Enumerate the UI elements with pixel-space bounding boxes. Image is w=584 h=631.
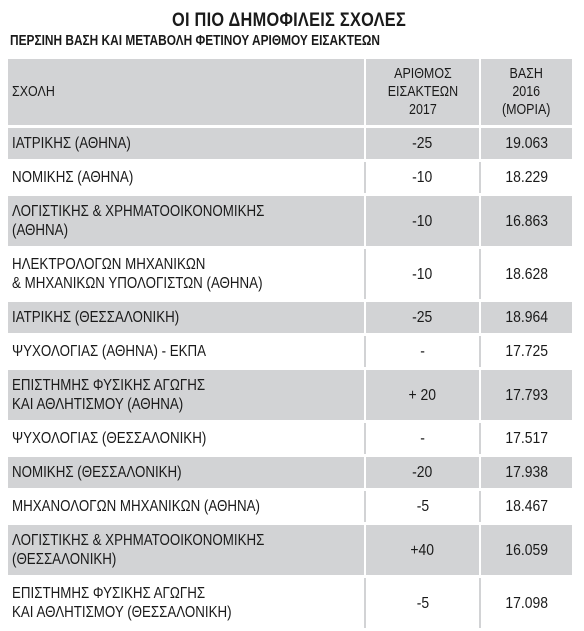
base-value: 17.725 xyxy=(505,343,548,360)
base-value: 18.467 xyxy=(505,498,548,515)
base-cell xyxy=(481,249,572,299)
admitted-change-value: -25 xyxy=(412,135,433,152)
admitted-change-value: + 20 xyxy=(408,386,437,404)
table-row xyxy=(8,128,572,159)
table-row xyxy=(8,249,572,299)
school-name: ΝΟΜΙΚΗΣ (ΑΘΗΝΑ) xyxy=(12,169,134,186)
table-row xyxy=(8,491,572,522)
table-row xyxy=(8,162,572,193)
school-name: ΨΥΧΟΛΟΓΙΑΣ (ΑΘΗΝΑ) - ΕΚΠΑ xyxy=(12,343,207,360)
school-cell xyxy=(8,249,364,299)
base-cell xyxy=(481,370,572,420)
table-row xyxy=(8,336,572,367)
admitted-change-cell xyxy=(364,370,481,420)
base-cell xyxy=(481,336,572,367)
base-cell xyxy=(481,302,572,333)
admitted-change-value: - xyxy=(420,343,425,360)
base-value: 18.964 xyxy=(505,309,548,326)
school-cell xyxy=(8,457,364,488)
school-name: ΛΟΓΙΣΤΙΚΗΣ & ΧΡΗΜΑΤΟΟΙΚΟΝΟΜΙΚΗΣ (ΘΕΣΣΑΛΟΝΙΚΗ) xyxy=(12,532,265,568)
admitted-change-value: -5 xyxy=(416,498,429,515)
table-row xyxy=(8,370,572,420)
admitted-change-value: -20 xyxy=(412,464,433,481)
admitted-change-value: -25 xyxy=(412,309,433,326)
school-name: ΜΗΧΑΝΟΛΟΓΩΝ ΜΗΧΑΝΙΚΩΝ (ΑΘΗΝΑ) xyxy=(12,498,260,515)
header-admitted-change-label: ΑΡΙΘΜΟΣ ΕΙΣΑΚΤΕΩΝ 2017 xyxy=(387,66,458,118)
table-row xyxy=(8,423,572,454)
admitted-change-cell xyxy=(364,457,481,488)
base-value: 18.628 xyxy=(505,265,548,283)
school-name: ΨΥΧΟΛΟΓΙΑΣ (ΘΕΣΣΑΛΟΝΙΚΗ) xyxy=(12,430,207,447)
base-cell xyxy=(481,457,572,488)
infographic-title: ΟΙ ΠΙΟ ΔΗΜΟΦΙΛΕΙΣ ΣΧΟΛΕΣ xyxy=(171,10,407,31)
school-cell xyxy=(8,128,364,159)
admitted-change-cell xyxy=(364,128,481,159)
base-value: 17.938 xyxy=(505,464,548,481)
school-cell xyxy=(8,423,364,454)
base-cell xyxy=(481,128,572,159)
school-cell xyxy=(8,196,364,246)
admitted-change-value: +40 xyxy=(410,541,435,559)
base-value: 17.793 xyxy=(505,386,548,404)
school-cell xyxy=(8,302,364,333)
base-value: 18.229 xyxy=(505,169,548,186)
base-cell xyxy=(481,491,572,522)
school-name: ΛΟΓΙΣΤΙΚΗΣ & ΧΡΗΜΑΤΟΟΙΚΟΝΟΜΙΚΗΣ (ΑΘΗΝΑ) xyxy=(12,203,265,239)
header-base-label: ΒΑΣΗ 2016 (ΜΟΡΙΑ) xyxy=(502,66,551,118)
admitted-change-cell xyxy=(364,423,481,454)
school-name: ΙΑΤΡΙΚΗΣ (ΑΘΗΝΑ) xyxy=(12,135,131,152)
table-row xyxy=(8,302,572,333)
base-cell xyxy=(481,162,572,193)
admitted-change-cell xyxy=(364,578,481,628)
infographic-subtitle: ΠΕΡΣΙΝΗ ΒΑΣΗ ΚΑΙ ΜΕΤΑΒΟΛΗ ΦΕΤΙΝΟΥ ΑΡΙΘΜΟΥ ΕΙΣΑΚΤΕΩΝ xyxy=(10,33,381,49)
header-school-label: ΣΧΟΛΗ xyxy=(12,84,55,100)
school-name: ΗΛΕΚΤΡΟΛΟΓΩΝ ΜΗΧΑΝΙΚΩΝ & ΜΗΧΑΝΙΚΩΝ ΥΠΟΛΟΓΙΣΤΩΝ (ΑΘΗΝΑ) xyxy=(12,256,263,292)
header-admitted-change xyxy=(364,59,481,125)
admitted-change-value: -5 xyxy=(416,594,429,612)
admitted-change-value: - xyxy=(420,430,425,447)
school-cell xyxy=(8,370,364,420)
school-name: ΕΠΙΣΤΗΜΗΣ ΦΥΣΙΚΗΣ ΑΓΩΓΗΣ ΚΑΙ ΑΘΛΗΤΙΣΜΟΥ (ΘΕΣΣΑΛΟΝΙΚΗ) xyxy=(12,585,232,621)
admitted-change-cell xyxy=(364,196,481,246)
school-name: ΝΟΜΙΚΗΣ (ΘΕΣΣΑΛΟΝΙΚΗ) xyxy=(12,464,182,481)
table-row xyxy=(8,196,572,246)
schools-table xyxy=(8,56,572,631)
admitted-change-value: -10 xyxy=(412,169,433,186)
school-name: ΕΠΙΣΤΗΜΗΣ ΦΥΣΙΚΗΣ ΑΓΩΓΗΣ ΚΑΙ ΑΘΛΗΤΙΣΜΟΥ (ΑΘΗΝΑ) xyxy=(12,377,206,413)
admitted-change-cell xyxy=(364,302,481,333)
base-cell xyxy=(481,578,572,628)
school-cell xyxy=(8,162,364,193)
admitted-change-value: -10 xyxy=(412,212,433,230)
admitted-change-cell xyxy=(364,525,481,575)
admitted-change-cell xyxy=(364,491,481,522)
base-value: 16.863 xyxy=(505,212,548,230)
base-value: 19.063 xyxy=(505,135,548,152)
admitted-change-cell xyxy=(364,162,481,193)
base-value: 17.098 xyxy=(505,594,548,612)
header-base xyxy=(481,59,572,125)
header-school xyxy=(8,59,364,125)
school-cell xyxy=(8,578,364,628)
table-row xyxy=(8,457,572,488)
base-value: 16.059 xyxy=(505,541,548,559)
admitted-change-cell xyxy=(364,249,481,299)
base-cell xyxy=(481,525,572,575)
table-row xyxy=(8,525,572,575)
school-name: ΙΑΤΡΙΚΗΣ (ΘΕΣΣΑΛΟΝΙΚΗ) xyxy=(12,309,180,326)
base-value: 17.517 xyxy=(505,430,548,447)
base-cell xyxy=(481,196,572,246)
school-cell xyxy=(8,336,364,367)
school-cell xyxy=(8,525,364,575)
school-cell xyxy=(8,491,364,522)
base-cell xyxy=(481,423,572,454)
admitted-change-value: -10 xyxy=(412,265,433,283)
table-row xyxy=(8,578,572,628)
table-header-row xyxy=(8,59,572,125)
admitted-change-cell xyxy=(364,336,481,367)
